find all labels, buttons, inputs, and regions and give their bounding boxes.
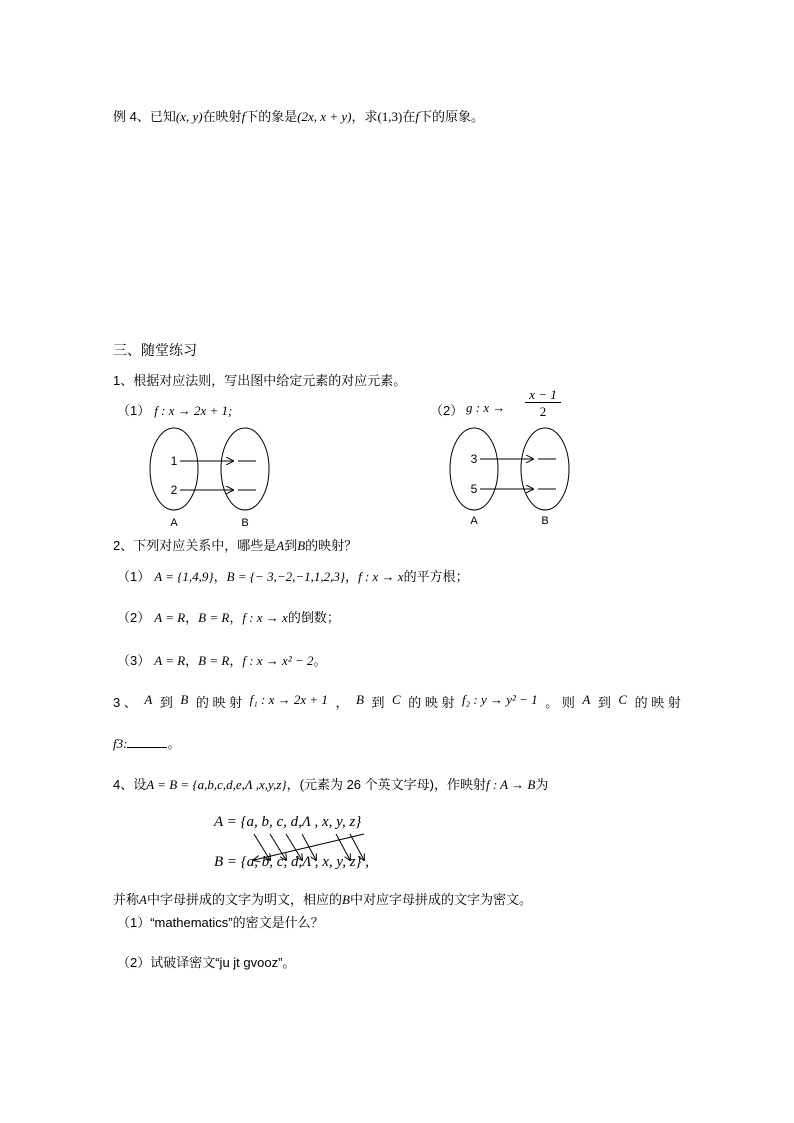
q4-text: 4、设	[113, 777, 147, 792]
q1-part1-num: （1）	[117, 403, 151, 418]
q2-text-b: 到	[284, 538, 298, 553]
q2-text	[113, 535, 357, 554]
q3-line1	[113, 692, 681, 711]
q2-sub1-set-b: B = {− 3,−2,−1,1,2,3}	[226, 569, 346, 584]
set-a-ellipse	[450, 428, 498, 510]
q3-A: A	[144, 692, 153, 707]
q2-sub3-rule: f : x → x² − 2	[242, 653, 314, 668]
q2-sub3	[117, 650, 327, 669]
q3-text: ，	[335, 695, 349, 710]
q1-part2-rule: g : x →	[466, 400, 506, 415]
q4-line1	[113, 774, 548, 793]
q2-sub1-tail: 的平方根；	[403, 569, 469, 584]
q2-set-a: A	[276, 538, 285, 553]
sep: ，	[185, 610, 199, 625]
q2-sub3-tail: 。	[313, 653, 327, 668]
q3-text: 的 映 射	[195, 695, 243, 710]
ex4-math-f: f	[241, 109, 246, 124]
q2-sub1-num: （1）	[117, 569, 151, 584]
sep: ，	[213, 569, 227, 584]
q2-sub2-rule: f : x → x	[242, 610, 288, 625]
q4-set: A = B = {a,b,c,d,e,Λ ,x,y,z}	[146, 777, 287, 792]
q2-sub2-set-a: A = R	[154, 610, 186, 625]
q4-map: f : A → B	[485, 777, 536, 792]
q3-text: 的 映 射	[408, 695, 455, 710]
q4-sub2: （2）试破译密文“ju jt gvooz”。	[117, 955, 296, 970]
ex4-math-xy: (x, y)	[175, 109, 203, 124]
q2-sub2-set-b: B = R	[198, 610, 230, 625]
set-b-ellipse	[221, 428, 269, 510]
q3-text: 到	[597, 695, 611, 710]
set-b-ellipse	[521, 428, 569, 510]
q1-part2-frac-den: 2	[539, 404, 547, 419]
set-a-label: A	[470, 515, 478, 527]
q2-set-b: B	[297, 538, 306, 553]
set-a-item: 5	[470, 482, 478, 496]
q3-A: A	[582, 692, 591, 707]
q4-text: 为	[535, 777, 549, 792]
q1-part1-rule: f : x → 2x + 1;	[154, 403, 233, 418]
q1-part2-num: （2）	[430, 403, 464, 418]
set-b-label: B	[541, 515, 549, 527]
mapping-diagram-1	[140, 425, 280, 533]
ex4-math-f: f	[415, 109, 420, 124]
ex4-lead: 例 4、已知	[113, 109, 176, 124]
set-a-item: 3	[470, 452, 478, 466]
q3-text: 到	[159, 695, 173, 710]
section-title: 三、随堂练习	[113, 342, 197, 358]
q4-text: 中对应字母拼成的文字为密文。	[349, 892, 532, 907]
q4-text: ，(元素为 26 个英文字母)，作映射	[286, 777, 486, 792]
ex4-text: 在	[402, 109, 416, 124]
q2-sub3-set-a: A = R	[154, 653, 186, 668]
sep: ，	[185, 653, 199, 668]
set-a-label: A	[170, 517, 178, 529]
sep: ，	[345, 569, 359, 584]
ex4-text: ，求	[351, 109, 378, 124]
q2-sub1	[117, 566, 469, 585]
q2-sub2	[117, 607, 340, 626]
mapping-diagram-2	[440, 425, 580, 533]
q4-row-b: B = {a, b, c, d,Λ , x, y, z} ,	[214, 854, 370, 870]
q2-sub3-num: （3）	[117, 653, 151, 668]
q4-text: 中字母拼成的文字为明文，相应的	[146, 892, 342, 907]
q4-text: 并称	[113, 892, 140, 907]
set-a-item: 1	[170, 454, 178, 468]
sep: ，	[229, 610, 243, 625]
example-4	[113, 106, 484, 125]
q3-f1: f₁ : x → 2x + 1	[249, 692, 328, 707]
q3-num: 3 、	[113, 695, 137, 710]
q2-sub1-set-a: A = {1,4,9}	[154, 569, 214, 584]
q3-B: B	[180, 692, 189, 707]
sep: ，	[229, 653, 243, 668]
q2-sub1-rule: f : x → x	[358, 569, 404, 584]
q4-A: A	[139, 892, 147, 907]
answer-blank	[127, 735, 167, 748]
q2-sub2-tail: 的倒数；	[287, 610, 340, 625]
q2-text-a: 2、下列对应关系中，哪些是	[113, 538, 277, 553]
q3-f2: f₂ : y → y² − 1	[462, 692, 538, 707]
q3-text: 。 则	[545, 695, 575, 710]
ex4-text: 在映射	[202, 109, 242, 124]
q1-text: 1、根据对应法则，写出图中给定元素的对应元素。	[113, 373, 407, 388]
q3-f3: f3:	[113, 736, 128, 751]
q3-text: 到	[371, 695, 385, 710]
q1-part1	[117, 400, 232, 419]
ex4-text: 下的原象。	[419, 109, 485, 124]
set-b-label: B	[241, 517, 249, 529]
q3-C: C	[392, 692, 401, 707]
q2-sub2-num: （2）	[117, 610, 151, 625]
q1-part2-frac-num: x − 1	[525, 388, 561, 403]
q3-B: B	[356, 692, 364, 707]
q2-sub3-set-b: B = R	[198, 653, 230, 668]
q3-tail: 。	[167, 736, 181, 751]
ex4-text: 下的象是	[245, 109, 298, 124]
q4-B: B	[341, 892, 350, 907]
q3-line2	[113, 733, 180, 752]
q4-sub1: （1）“mathematics”的密文是什么？	[117, 915, 324, 930]
q3-C: C	[618, 692, 628, 707]
q2-text-c: 的映射？	[305, 538, 358, 553]
q4-desc	[113, 889, 532, 908]
ex4-math-point: (1,3)	[377, 109, 403, 124]
set-a-item: 2	[170, 483, 178, 497]
ex4-math-image: (2x, x + y)	[297, 109, 352, 124]
q3-text: 的 映 射	[634, 695, 681, 710]
set-a-ellipse	[150, 428, 198, 510]
q4-row-a: A = {a, b, c, d,Λ , x, y, z}	[214, 814, 362, 830]
